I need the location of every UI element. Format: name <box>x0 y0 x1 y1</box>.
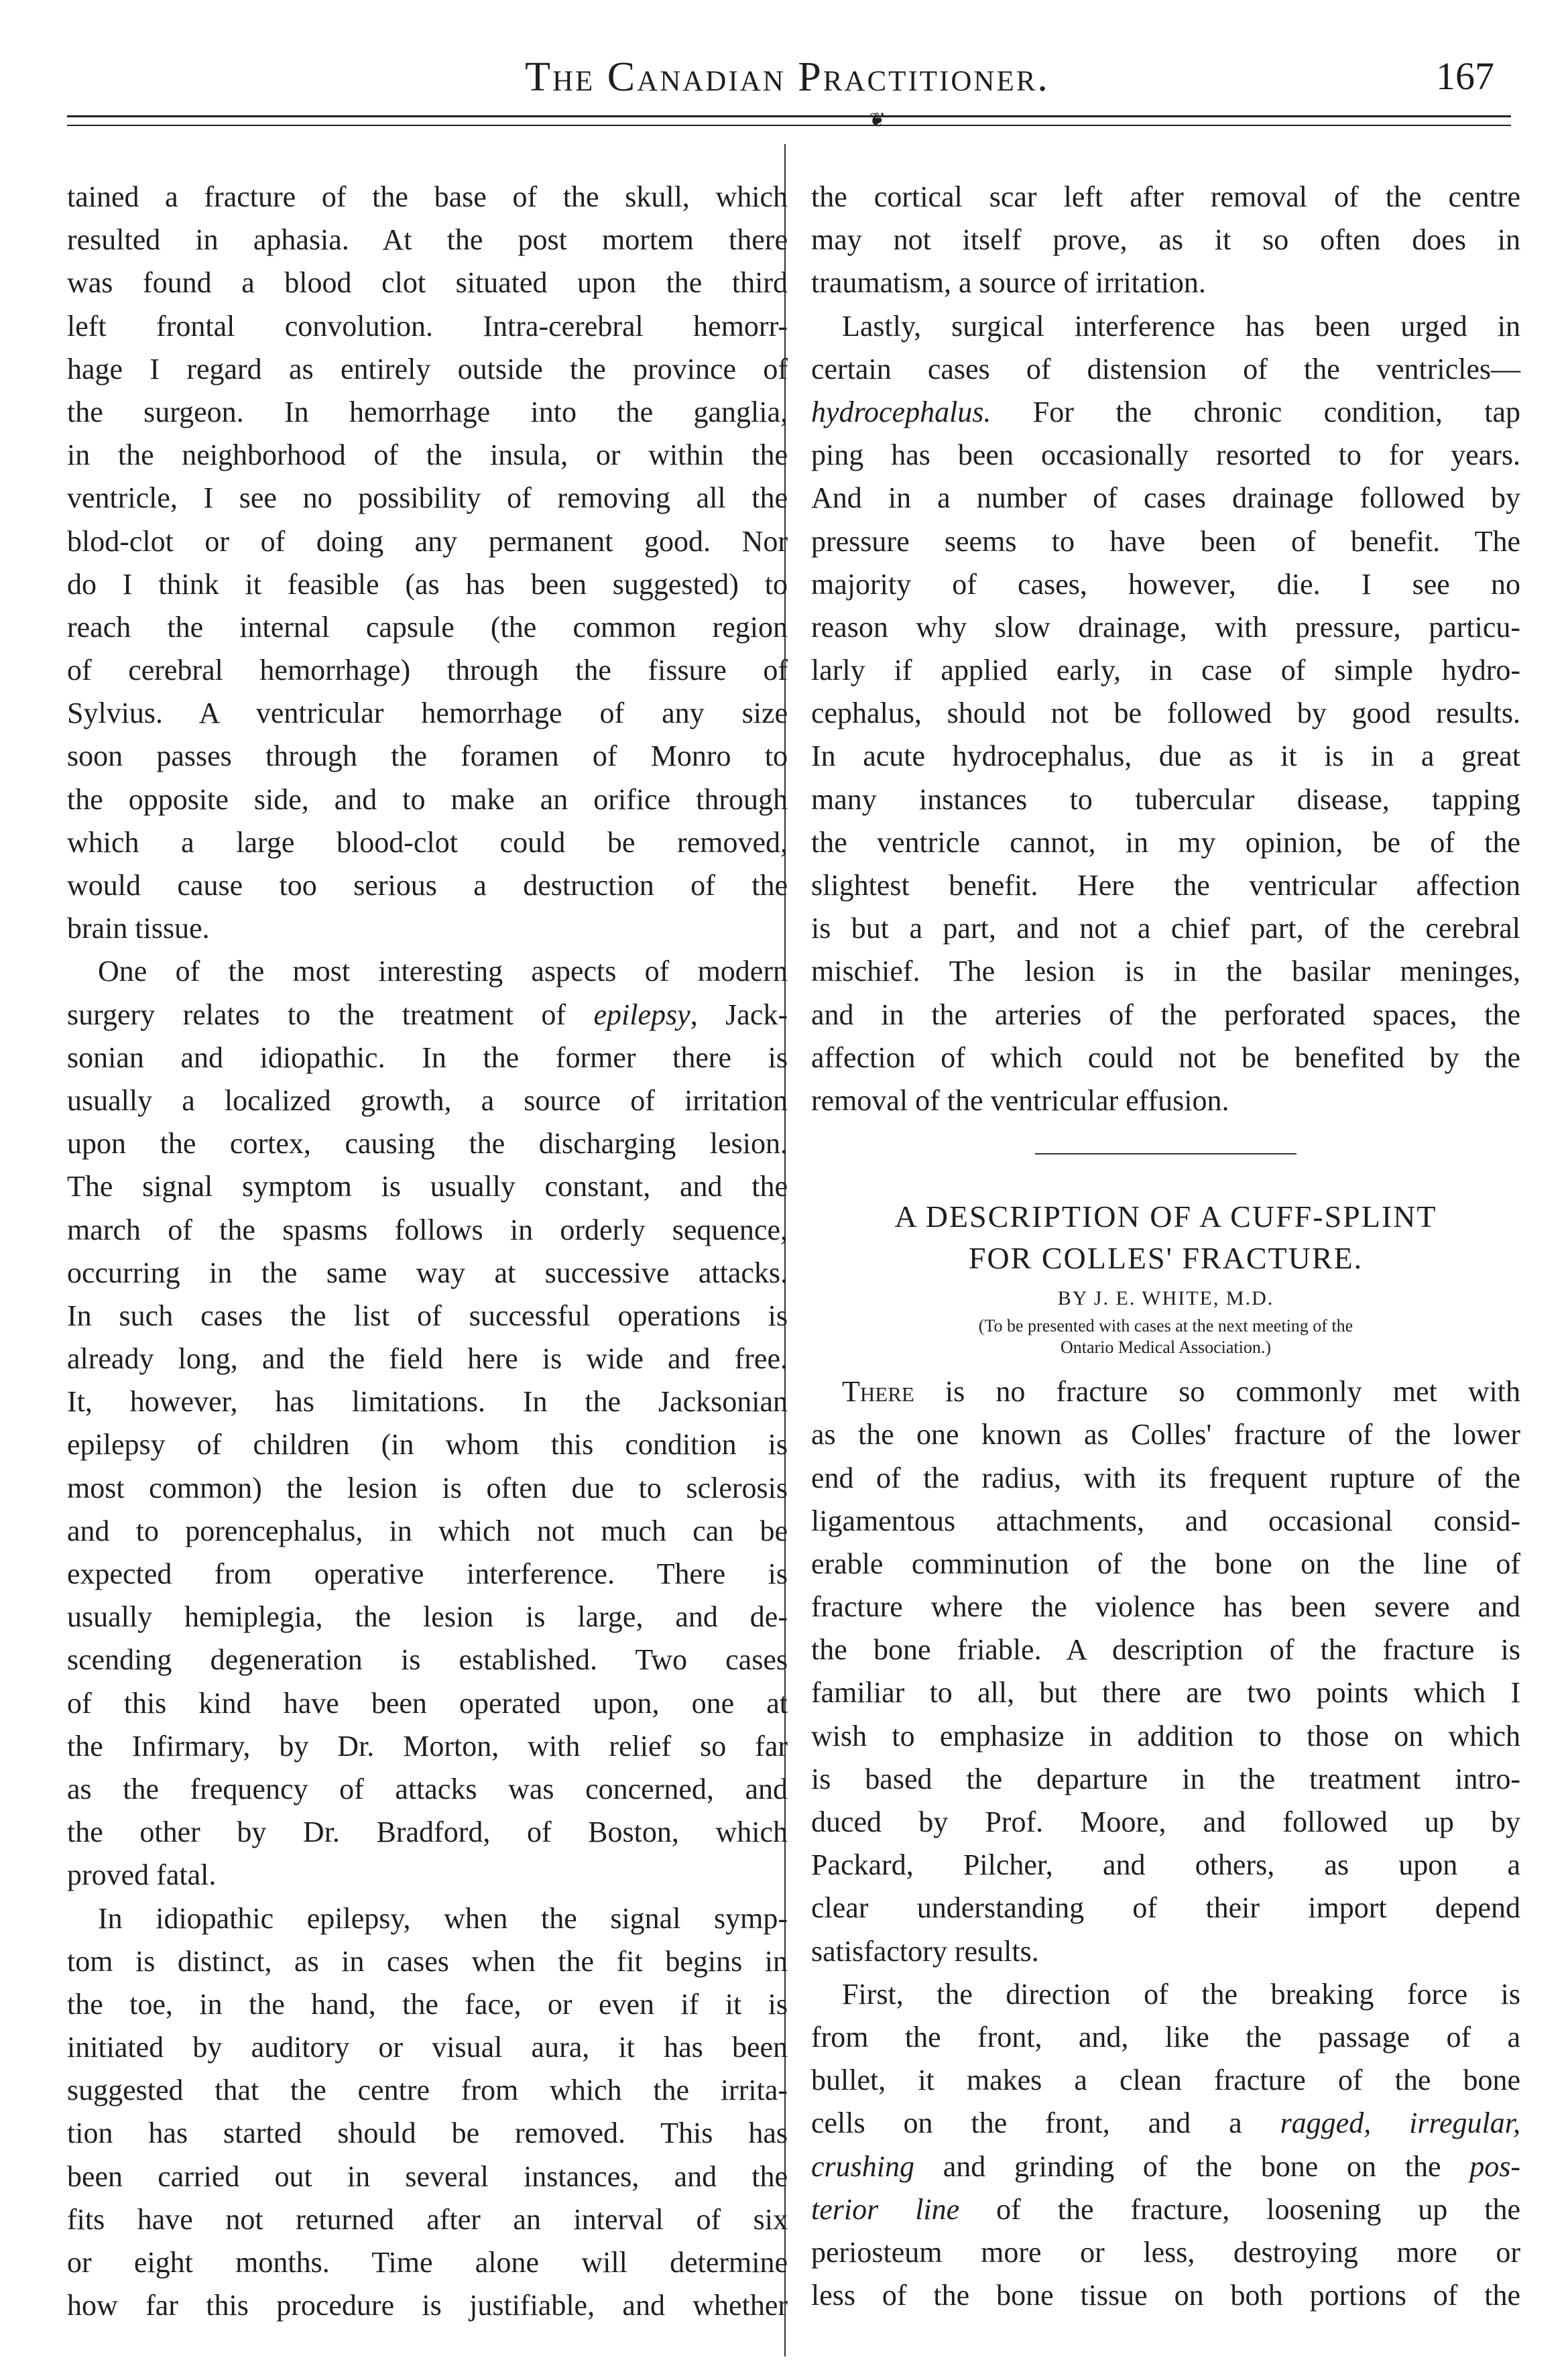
text-line: may not itself prove, as it so often does in <box>811 223 1520 257</box>
text-line: the ventricle cannot, in my opinion, be of the <box>811 825 1520 859</box>
text-line: the opposite side, and to make an orifice through <box>67 782 788 816</box>
text-line: Sylvius. A ventricular hemorrhage of any size <box>67 697 788 730</box>
text-line: affection of which could not be benefited by the <box>811 1041 1520 1074</box>
italic-term: pos- <box>1469 2149 1520 2183</box>
text-line: would cause too serious a destruction of the <box>67 869 788 902</box>
text-span: and grinding of the bone on the <box>914 2149 1470 2183</box>
text-line: scending degeneration is established. Two cases <box>67 1643 788 1677</box>
text-line: as the one known as Colles' fracture of the lower <box>811 1418 1520 1451</box>
text-line <box>811 2145 1520 2188</box>
text-line: how far this procedure is justifiable, and whether <box>67 2289 788 2322</box>
text-line: larly if applied early, in case of simple hydro- <box>811 654 1520 687</box>
lead-word: There <box>842 1375 914 1409</box>
text-line <box>811 391 1520 434</box>
text-line <box>811 2188 1520 2231</box>
text-line: erable comminution of the bone on the line of <box>811 1547 1520 1580</box>
text-line <box>811 1370 1520 1413</box>
right-column <box>811 176 1520 2317</box>
text-line: satisfactory results. <box>811 1934 1039 1968</box>
text-line: brain tissue. <box>67 912 210 945</box>
note-line: Ontario Medical Association.) <box>1060 1338 1272 1358</box>
text-line: cephalus, should not be followed by good results. <box>811 697 1520 730</box>
header-rule <box>67 115 1511 117</box>
text-line: ventricle, I see no possibility of removing all the <box>67 481 788 515</box>
text-line: occurring in the same way at successive attacks. <box>67 1256 788 1289</box>
text-line: It, however, has limitations. In the Jacksonian <box>67 1385 788 1419</box>
text-line: resulted in aphasia. At the post mortem there <box>67 223 788 257</box>
text-line <box>811 2102 1520 2145</box>
article-byline: BY J. E. WHITE, M.D. <box>1057 1287 1274 1310</box>
article-title-line: A DESCRIPTION OF A CUFF-SPLINT <box>894 1199 1437 1234</box>
article-title-line: FOR COLLES' FRACTURE. <box>968 1241 1364 1276</box>
text-line: periosteum more or less, destroying more or <box>811 2235 1520 2269</box>
journal-title: The Canadian Practitioner. <box>525 54 1050 100</box>
text-line: do I think it feasible (as has been suggested) to <box>67 567 788 601</box>
text-line: majority of cases, however, die. I see no <box>811 567 1520 601</box>
text-line: or eight months. Time alone will determine <box>67 2246 788 2279</box>
text-line: Packard, Pilcher, and others, as upon a <box>811 1848 1520 1882</box>
text-line: Lastly, surgical interference has been urged in <box>842 309 1520 343</box>
text-line: expected from operative interference. There is <box>67 1557 788 1590</box>
text-line: blod-clot or of doing any permanent good. Nor <box>67 524 788 558</box>
text-line: proved fatal. <box>67 1858 217 1892</box>
text-line: the Infirmary, by Dr. Morton, with relief so far <box>67 1729 788 1763</box>
text-line: left frontal convolution. Intra-cerebral hemorr- <box>67 309 788 343</box>
text-line: usually hemiplegia, the lesion is large, and de- <box>67 1600 788 1634</box>
page-number: 167 <box>1436 54 1494 98</box>
italic-term: crushing <box>811 2149 914 2183</box>
text-line: the toe, in the hand, the face, or even if it is <box>67 1987 788 2021</box>
text-line: and in the arteries of the perforated spaces, the <box>811 998 1520 1031</box>
text-line: suggested that the centre from which the irrita- <box>67 2074 788 2107</box>
text-line: of this kind have been operated upon, one at <box>67 1686 788 1720</box>
text-line: And in a number of cases drainage followed by <box>811 481 1520 515</box>
text-line: reach the internal capsule (the common region <box>67 610 788 644</box>
text-line: upon the cortex, causing the discharging lesion. <box>67 1127 788 1161</box>
text-line: bullet, it makes a clean fracture of the bone <box>811 2064 1520 2097</box>
text-line: is based the departure in the treatment intro- <box>811 1762 1520 1795</box>
text-line: removal of the ventricular effusion. <box>811 1083 1229 1117</box>
text-line: In acute hydrocephalus, due as it is in a great <box>811 739 1520 773</box>
text-line: The signal symptom is usually constant, and the <box>67 1170 788 1203</box>
text-line: many instances to tubercular disease, tapping <box>811 782 1520 816</box>
text-line: as the frequency of attacks was concerned, and <box>67 1772 788 1805</box>
text-line <box>67 994 788 1036</box>
text-line: tom is distinct, as in cases when the fit begins in <box>67 1944 788 1978</box>
section-divider <box>1035 1153 1296 1154</box>
text-line: from the front, and, like the passage of a <box>811 2020 1520 2054</box>
text-line: the bone friable. A description of the fracture is <box>811 1633 1520 1667</box>
right-paragraph-3 <box>811 1370 1520 1973</box>
text-line: ligamentous attachments, and occasional consid- <box>811 1504 1520 1537</box>
text-line: was found a blood clot situated upon the third <box>67 266 788 300</box>
text-line: reason why slow drainage, with pressure, particu- <box>811 610 1520 644</box>
text-line: ping has been occasionally resorted to for years. <box>811 438 1520 472</box>
text-line: been carried out in several instances, and the <box>67 2159 788 2193</box>
italic-term: ragged, irregular, <box>1280 2106 1520 2140</box>
right-paragraph-1 <box>811 176 1520 305</box>
text-line: In idiopathic epilepsy, when the signal symp- <box>98 1901 788 1935</box>
italic-term: hydrocephalus. <box>811 395 991 428</box>
text-line: end of the radius, with its frequent rupture of the <box>811 1461 1520 1494</box>
text-line: clear understanding of their import depend <box>811 1891 1520 1925</box>
text-line: the surgeon. In hemorrhage into the ganglia, <box>67 395 788 428</box>
text-span: of the fracture, loosening up the <box>959 2192 1521 2226</box>
rule-ornament: ❦ <box>869 109 886 131</box>
text-line: is but a part, and not a chief part, of the cerebral <box>811 912 1520 945</box>
text-line: tained a fracture of the base of the skull, which <box>67 180 788 213</box>
text-span: For the chronic condition, tap <box>991 395 1520 428</box>
text-line: the cortical scar left after removal of the centre <box>811 180 1520 213</box>
note-line: (To be presented with cases at the next meeting of the <box>978 1316 1353 1336</box>
text-line: and to porencephalus, in which not much can be <box>67 1514 788 1547</box>
text-line: less of the bone tissue on both portions of the <box>811 2279 1520 2312</box>
text-line: in the neighborhood of the insula, or within the <box>67 438 788 472</box>
text-line: the other by Dr. Bradford, of Boston, which <box>67 1816 788 1849</box>
text-line: soon passes through the foramen of Monro to <box>67 739 788 773</box>
text-span: , Jack- <box>690 998 788 1031</box>
italic-term: epilepsy <box>593 998 690 1031</box>
text-line: tion has started should be removed. This has <box>67 2117 788 2150</box>
text-span: is no fracture so commonly met with <box>914 1375 1520 1409</box>
text-line: which a large blood-clot could be removed, <box>67 825 788 859</box>
text-line: of cerebral hemorrhage) through the fissure of <box>67 654 788 687</box>
text-line: In such cases the list of successful operations is <box>67 1299 788 1332</box>
header-rule-thin <box>67 125 1511 126</box>
text-span: cells on the front, and a <box>811 2106 1280 2140</box>
left-paragraph-1 <box>67 176 788 950</box>
text-line: One of the most interesting aspects of modern <box>98 955 788 988</box>
text-line: most common) the lesion is often due to sclerosis <box>67 1471 788 1504</box>
article-note <box>811 1315 1520 1358</box>
text-line: certain cases of distension of the ventricles— <box>811 352 1520 385</box>
text-line: First, the direction of the breaking force is <box>842 1977 1520 2011</box>
text-line: already long, and the field here is wide and free. <box>67 1342 788 1376</box>
text-line: pressure seems to have been of benefit. The <box>811 524 1520 558</box>
article-heading <box>811 1196 1520 1358</box>
right-paragraph-2 <box>811 305 1520 1123</box>
text-line: hage I regard as entirely outside the province of <box>67 352 788 385</box>
text-line: sonian and idiopathic. In the former there is <box>67 1041 788 1074</box>
text-line: familiar to all, but there are two points which I <box>811 1676 1520 1710</box>
text-line: fits have not returned after an interval of six <box>67 2202 788 2236</box>
text-span: surgery relates to the treatment of <box>67 998 594 1031</box>
text-line: initiated by auditory or visual aura, it has been <box>67 2031 788 2064</box>
italic-term: terior line <box>811 2192 960 2226</box>
left-paragraph-3 <box>67 1897 788 2328</box>
left-paragraph-2 <box>67 950 788 1897</box>
text-line: fracture where the violence has been severe and <box>811 1590 1520 1624</box>
text-line: traumatism, a source of irritation. <box>811 266 1206 300</box>
text-line: march of the spasms follows in orderly sequence, <box>67 1213 788 1246</box>
running-header <box>67 54 1508 107</box>
left-column <box>67 176 788 2327</box>
text-line: duced by Prof. Moore, and followed up by <box>811 1805 1520 1838</box>
right-paragraph-4 <box>811 1973 1520 2318</box>
text-line: slightest benefit. Here the ventricular affection <box>811 869 1520 902</box>
text-line: mischief. The lesion is in the basilar meninges, <box>811 955 1520 988</box>
text-line: epilepsy of children (in whom this condition is <box>67 1428 788 1462</box>
text-line: usually a localized growth, a source of irritation <box>67 1083 788 1117</box>
text-line: wish to emphasize in addition to those on which <box>811 1719 1520 1753</box>
